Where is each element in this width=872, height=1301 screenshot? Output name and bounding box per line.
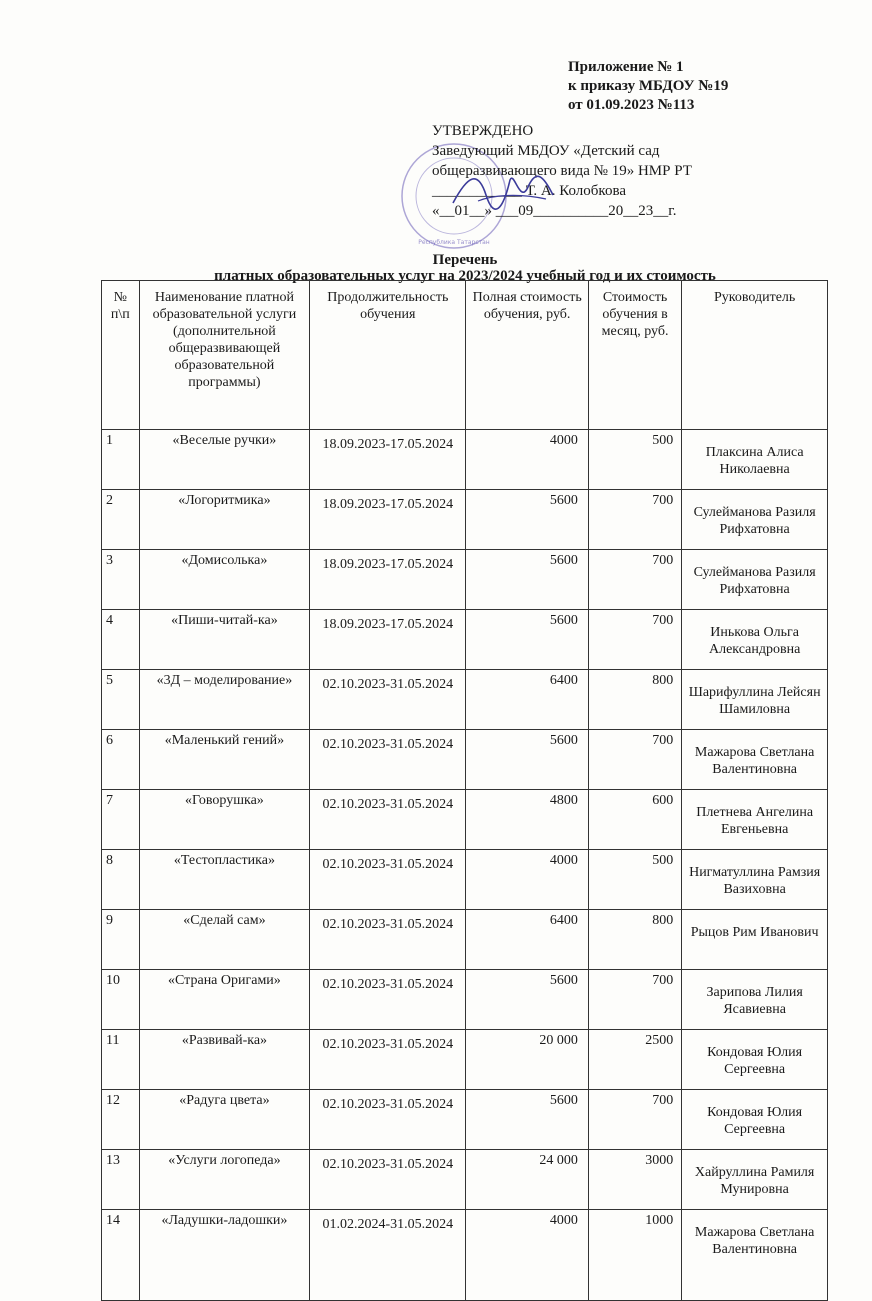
row-num: 13 [102, 1150, 140, 1210]
row-duration: 02.10.2023-31.05.2024 [310, 1030, 466, 1090]
table-header-row [102, 281, 828, 430]
row-duration: 02.10.2023-31.05.2024 [310, 1150, 466, 1210]
row-duration: 02.10.2023-31.05.2024 [310, 730, 466, 790]
row-duration: 02.10.2023-31.05.2024 [310, 970, 466, 1030]
approval-line-3: общеразвивающего вида № 19» НМР РТ [432, 163, 692, 179]
row-full-cost: 24 000 [466, 1150, 588, 1210]
appendix-line-1: Приложение № 1 [568, 59, 684, 75]
row-month-cost: 800 [588, 910, 681, 970]
row-month-cost: 700 [588, 610, 681, 670]
appendix-line-3: от 01.09.2023 №113 [568, 97, 695, 113]
table-row [102, 1090, 828, 1150]
row-duration: 02.10.2023-31.05.2024 [310, 850, 466, 910]
row-full-cost: 5600 [466, 1090, 588, 1150]
row-name: «Страна Оригами» [139, 970, 310, 1030]
services-table [101, 280, 828, 1301]
row-month-cost: 700 [588, 490, 681, 550]
row-num: 11 [102, 1030, 140, 1090]
row-num: 3 [102, 550, 140, 610]
row-month-cost: 600 [588, 790, 681, 850]
row-num: 4 [102, 610, 140, 670]
row-num: 2 [102, 490, 140, 550]
row-name: «Логоритмика» [139, 490, 310, 550]
row-num: 14 [102, 1210, 140, 1301]
table-row [102, 790, 828, 850]
row-head: Плетнева Ангелина Евгеньевна [682, 790, 828, 850]
row-full-cost: 5600 [466, 970, 588, 1030]
header-name: Наименование платной образовательной услуги (дополнительной общеразвивающей образовательной программы) [139, 281, 310, 430]
row-head: Кондовая Юлия Сергеевна [682, 1090, 828, 1150]
row-num: 5 [102, 670, 140, 730]
row-name: «Тестопластика» [139, 850, 310, 910]
row-name: «Пиши-читай-ка» [139, 610, 310, 670]
row-duration: 02.10.2023-31.05.2024 [310, 790, 466, 850]
row-duration: 02.10.2023-31.05.2024 [310, 1090, 466, 1150]
row-num: 12 [102, 1090, 140, 1150]
row-head: Мажарова Светлана Валентиновна [682, 1210, 828, 1301]
row-full-cost: 5600 [466, 490, 588, 550]
approval-line-5: «__01__» ___09__________20__23__г. [432, 203, 677, 219]
row-head: Нигматуллина Рамзия Вазиховна [682, 850, 828, 910]
row-month-cost: 700 [588, 970, 681, 1030]
row-full-cost: 4000 [466, 1210, 588, 1301]
stamp-text: Республика Татарстан [418, 239, 490, 246]
row-duration: 18.09.2023-17.05.2024 [310, 490, 466, 550]
table-row [102, 550, 828, 610]
header-month-cost: Стоимость обучения в месяц, руб. [588, 281, 681, 430]
table-row [102, 850, 828, 910]
header-head: Руководитель [682, 281, 828, 430]
table-row [102, 1210, 828, 1301]
row-month-cost: 500 [588, 850, 681, 910]
appendix-line-2: к приказу МБДОУ №19 [568, 78, 729, 94]
row-full-cost: 5600 [466, 550, 588, 610]
approval-line-2: Заведующий МБДОУ «Детский сад [432, 143, 660, 159]
table-row [102, 610, 828, 670]
table-row [102, 730, 828, 790]
appendix-block [568, 58, 728, 115]
table-row [102, 670, 828, 730]
row-name: «3Д – моделирование» [139, 670, 310, 730]
title-line-2: платных образовательных услуг на 2023/2024 учебный год и их стоимость [214, 268, 716, 284]
row-full-cost: 4800 [466, 790, 588, 850]
row-month-cost: 800 [588, 670, 681, 730]
row-num: 10 [102, 970, 140, 1030]
row-month-cost: 1000 [588, 1210, 681, 1301]
header-num: № п\п [102, 281, 140, 430]
row-month-cost: 700 [588, 1090, 681, 1150]
row-full-cost: 5600 [466, 730, 588, 790]
header-full-cost: Полная стоимость обучения, руб. [466, 281, 588, 430]
row-duration: 01.02.2024-31.05.2024 [310, 1210, 466, 1301]
table-row [102, 1150, 828, 1210]
row-num: 7 [102, 790, 140, 850]
row-num: 6 [102, 730, 140, 790]
table-row [102, 970, 828, 1030]
row-duration: 18.09.2023-17.05.2024 [310, 430, 466, 490]
table-row [102, 1030, 828, 1090]
row-name: «Услуги логопеда» [139, 1150, 310, 1210]
row-name: «Развивай-ка» [139, 1030, 310, 1090]
row-full-cost: 6400 [466, 670, 588, 730]
row-month-cost: 2500 [588, 1030, 681, 1090]
row-name: «Радуга цвета» [139, 1090, 310, 1150]
row-full-cost: 4000 [466, 430, 588, 490]
row-duration: 18.09.2023-17.05.2024 [310, 610, 466, 670]
approval-line-1: УТВЕРЖДЕНО [432, 123, 534, 139]
row-name: «Говорушка» [139, 790, 310, 850]
row-full-cost: 6400 [466, 910, 588, 970]
row-month-cost: 700 [588, 550, 681, 610]
row-month-cost: 3000 [588, 1150, 681, 1210]
row-month-cost: 500 [588, 430, 681, 490]
row-head: Плаксина Алиса Николаевна [682, 430, 828, 490]
table-row [102, 430, 828, 490]
approval-line-4: ____________ Т. А. Колобкова [432, 183, 626, 199]
row-head: Зарипова Лилия Ясавиевна [682, 970, 828, 1030]
row-head: Кондовая Юлия Сергеевна [682, 1030, 828, 1090]
table-row [102, 490, 828, 550]
row-head: Шарифуллина Лейсян Шамиловна [682, 670, 828, 730]
row-num: 9 [102, 910, 140, 970]
signature-icon [448, 165, 558, 215]
row-name: «Сделай сам» [139, 910, 310, 970]
row-name: «Маленький гений» [139, 730, 310, 790]
table-row [102, 910, 828, 970]
row-num: 1 [102, 430, 140, 490]
row-head: Сулейманова Разиля Рифхатовна [682, 550, 828, 610]
title-line-1: Перечень [432, 252, 498, 268]
row-full-cost: 20 000 [466, 1030, 588, 1090]
row-duration: 02.10.2023-31.05.2024 [310, 670, 466, 730]
row-duration: 18.09.2023-17.05.2024 [310, 550, 466, 610]
row-head: Сулейманова Разиля Рифхатовна [682, 490, 828, 550]
row-full-cost: 5600 [466, 610, 588, 670]
row-head: Инькова Ольга Александровна [682, 610, 828, 670]
row-head: Хайруллина Рамиля Мунировна [682, 1150, 828, 1210]
row-name: «Домисолька» [139, 550, 310, 610]
row-name: «Ладушки-ладошки» [139, 1210, 310, 1301]
header-duration: Продолжительность обучения [310, 281, 466, 430]
row-head: Мажарова Светлана Валентиновна [682, 730, 828, 790]
row-name: «Веселые ручки» [139, 430, 310, 490]
row-duration: 02.10.2023-31.05.2024 [310, 910, 466, 970]
row-full-cost: 4000 [466, 850, 588, 910]
row-num: 8 [102, 850, 140, 910]
row-head: Рыцов Рим Иванович [682, 910, 828, 970]
row-month-cost: 700 [588, 730, 681, 790]
